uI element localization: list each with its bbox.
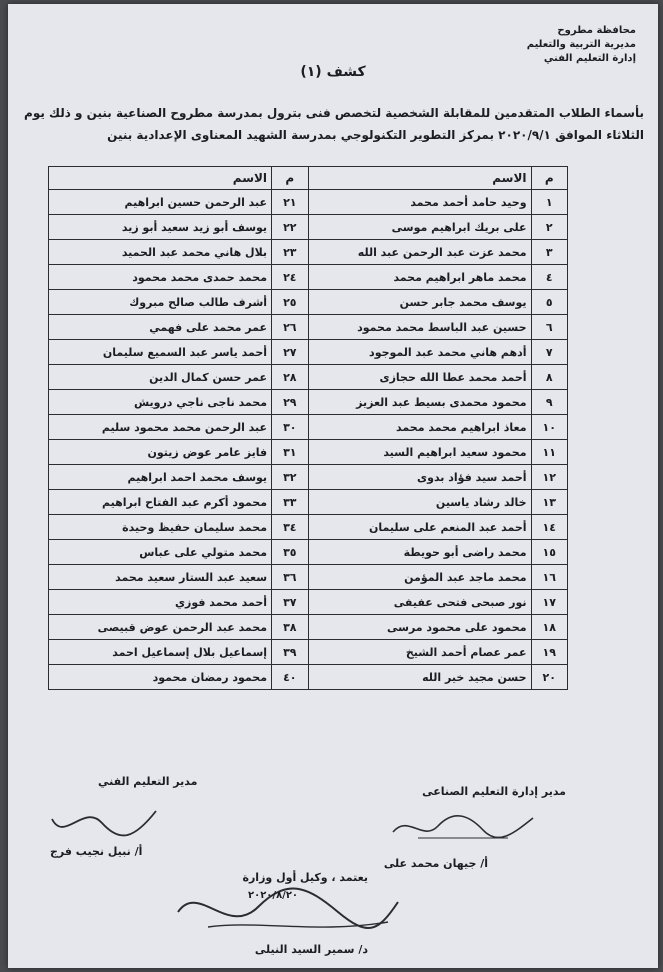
student-number: ١٣ [531, 490, 567, 515]
table-row [49, 590, 568, 615]
industrial-director-title: مدير إدارة التعليم الصناعى [422, 785, 566, 798]
student-name: محمد ماهر ابراهيم محمد [308, 265, 531, 290]
table-row [49, 665, 568, 690]
student-number: ٣٣ [272, 490, 308, 515]
student-number: ٤ [531, 265, 567, 290]
student-name: خالد رشاد ياسين [308, 490, 531, 515]
directorate-label: مديرية التربية والتعليم [526, 39, 636, 50]
student-name: أحمد محمد فوزي [49, 590, 272, 615]
student-number: ٨ [531, 365, 567, 390]
student-number: ١٧ [531, 590, 567, 615]
technical-director-name: أ/ نبيل نجيب فرج [50, 845, 143, 858]
student-number: ٢ [531, 215, 567, 240]
student-number: ٢٢ [272, 215, 308, 240]
header-num-2: م [272, 167, 308, 190]
industrial-director-name: أ/ جيهان محمد على [383, 857, 488, 870]
student-name: حسين عبد الباسط محمد محمود [308, 315, 531, 340]
student-name: أحمد عبد المنعم على سليمان [308, 515, 531, 540]
student-number: ٦ [531, 315, 567, 340]
student-number: ٩ [531, 390, 567, 415]
student-number: ٢٥ [272, 290, 308, 315]
document-sheet [8, 4, 658, 968]
industrial-director-signature [422, 784, 566, 800]
table-row [49, 565, 568, 590]
table-row [49, 415, 568, 440]
student-name: يوسف محمد احمد ابراهيم [49, 465, 272, 490]
student-number: ٢٣ [272, 240, 308, 265]
student-number: ٤٠ [272, 665, 308, 690]
student-number: ٢٦ [272, 315, 308, 340]
table-row [49, 265, 568, 290]
student-number: ٣٦ [272, 565, 308, 590]
student-name: محمود سعيد ابراهيم السيد [308, 440, 531, 465]
student-name: محمود على محمود مرسى [308, 615, 531, 640]
student-name: عبد الرحمن حسين ابراهيم [49, 190, 272, 215]
student-name: أدهم هاني محمد عبد الموجود [308, 340, 531, 365]
table-row [49, 540, 568, 565]
student-name: إسماعيل بلال إسماعيل احمد [49, 640, 272, 665]
table-row [49, 465, 568, 490]
header-num-1: م [531, 167, 567, 190]
table-header-row [49, 167, 568, 190]
student-name: محمد حمدى محمد محمود [49, 265, 272, 290]
table-row [49, 515, 568, 540]
student-name: حسن مجيد خير الله [308, 665, 531, 690]
department-label: إدارة التعليم الفني [543, 53, 636, 64]
table-row [49, 615, 568, 640]
student-number: ٢٨ [272, 365, 308, 390]
student-name: محمود رمضان محمود [49, 665, 272, 690]
student-name: محمد متولي على عباس [49, 540, 272, 565]
student-number: ٢١ [272, 190, 308, 215]
student-number: ٣٤ [272, 515, 308, 540]
students-table [48, 166, 568, 690]
student-number: ٣٧ [272, 590, 308, 615]
student-number: ٣١ [272, 440, 308, 465]
student-number: ٢٩ [272, 390, 308, 415]
student-name: محمد سليمان حفيظ وحيدة [49, 515, 272, 540]
student-name: يوسف محمد جابر حسن [308, 290, 531, 315]
student-name: يوسف أبو زيد سعيد أبو زيد [49, 215, 272, 240]
student-name: محمود محمدى بسيط عبد العزيز [308, 390, 531, 415]
sheet-title: كشف (١) [300, 64, 366, 80]
student-name: محمد راضى أبو حويطة [308, 540, 531, 565]
student-name: أحمد سيد فؤاد بدوى [308, 465, 531, 490]
approval-title: يعتمد ، وكيل أول وزارة [242, 871, 368, 884]
table-row [49, 240, 568, 265]
header-name-2: الاسم [49, 167, 272, 190]
table-row [49, 640, 568, 665]
student-number: ٣٠ [272, 415, 308, 440]
student-number: ١٤ [531, 515, 567, 540]
student-number: ١٩ [531, 640, 567, 665]
header-name-1: الاسم [308, 167, 531, 190]
industrial-signature-mark [388, 804, 538, 844]
student-name: سعيد عبد الستار سعيد محمد [49, 565, 272, 590]
student-name: وحيد حامد أحمد محمد [308, 190, 531, 215]
student-name: معاذ ابراهيم محمد محمد [308, 415, 531, 440]
table-body [49, 190, 568, 690]
student-number: ٢٠ [531, 665, 567, 690]
table-row [49, 190, 568, 215]
table-row [49, 440, 568, 465]
student-number: ٣ [531, 240, 567, 265]
student-number: ٣٩ [272, 640, 308, 665]
table-row [49, 290, 568, 315]
table-row [49, 490, 568, 515]
student-name: عمر حسن كمال الدين [49, 365, 272, 390]
student-name: أحمد ياسر عبد السميع سليمان [49, 340, 272, 365]
student-name: محمد ماجد عبد المؤمن [308, 565, 531, 590]
table-row [49, 215, 568, 240]
student-name: أحمد محمد عطا الله حجازى [308, 365, 531, 390]
student-number: ٣٢ [272, 465, 308, 490]
intro-line-2: الثلاثاء الموافق ٢٠٢٠/٩/١ بمركز التطوير التكنولوجي بمدرسة الشهيد المعناوى الإعدادية بنين [107, 128, 644, 142]
student-number: ٣٨ [272, 615, 308, 640]
student-number: ١٥ [531, 540, 567, 565]
student-number: ١٨ [531, 615, 567, 640]
table-row [49, 365, 568, 390]
student-name: محمد ناجى ناجي درويش [49, 390, 272, 415]
approval-name: د/ سمير السيد النيلى [254, 943, 368, 956]
student-name: على بريك ابراهيم موسى [308, 215, 531, 240]
student-number: ٣٥ [272, 540, 308, 565]
table-row [49, 340, 568, 365]
student-number: ١ [531, 190, 567, 215]
student-name: محمد عبد الرحمن عوض قبيصى [49, 615, 272, 640]
letterhead [496, 24, 636, 66]
technical-signature-mark [44, 799, 164, 843]
student-name: عمر محمد على فهمي [49, 315, 272, 340]
student-name: بلال هاني محمد عبد الحميد [49, 240, 272, 265]
student-number: ٥ [531, 290, 567, 315]
student-name: نور صبحى فتحى عفيفى [308, 590, 531, 615]
student-number: ٢٧ [272, 340, 308, 365]
student-number: ١٦ [531, 565, 567, 590]
governorate-label: محافظة مطروح [557, 25, 636, 36]
student-name: عمر عصام أحمد الشيخ [308, 640, 531, 665]
student-name: عبد الرحمن محمد محمود سليم [49, 415, 272, 440]
student-name: محمد عزت عبد الرحمن عبد الله [308, 240, 531, 265]
approval-date: ٢٠٢٠/٨/٢٠ [248, 890, 299, 901]
student-name: فايز عامر عوض زيتون [49, 440, 272, 465]
student-number: ١٢ [531, 465, 567, 490]
student-number: ١٠ [531, 415, 567, 440]
student-name: محمود أكرم عبد الفتاح ابراهيم [49, 490, 272, 515]
technical-director-title: مدير التعليم الفني [98, 775, 198, 788]
student-name: أشرف طالب صالح مبروك [49, 290, 272, 315]
student-number: ١١ [531, 440, 567, 465]
student-number: ٧ [531, 340, 567, 365]
student-number: ٢٤ [272, 265, 308, 290]
intro-line-1: بأسماء الطلاب المتقدمين للمقابلة الشخصية لتخصص فنى بترول بمدرسة مطروح الصناعية بنين و ذلك يوم [24, 106, 644, 120]
table-row [49, 315, 568, 340]
intro-paragraph [22, 102, 644, 146]
table-row [49, 390, 568, 415]
